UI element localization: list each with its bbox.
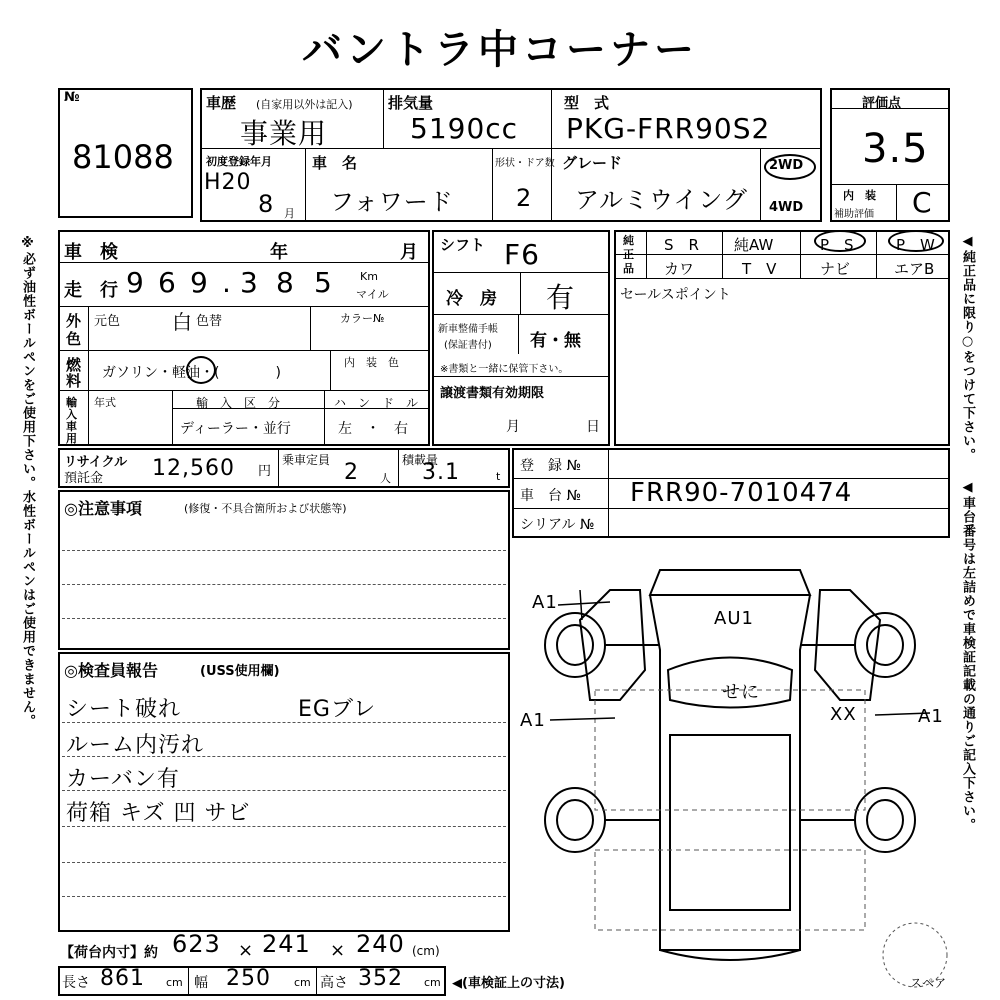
model-label: 型 式 <box>564 94 610 112</box>
equip-tv: T V <box>742 260 777 278</box>
inspector-line: シート破れ <box>66 697 182 722</box>
equip-left: 正 <box>623 248 634 261</box>
right-side-note-2: ◀車台番号は左詰めで車検証記載の通りご記入下さい。 <box>960 480 975 832</box>
registration-label: 登 録 № <box>520 458 582 474</box>
cargo-x2: × <box>330 940 346 961</box>
inspector-sub: (USS使用欄) <box>200 664 280 679</box>
equip-left: 純 <box>623 234 634 247</box>
cargo-v2: 241 <box>262 930 311 958</box>
fuel-circle <box>186 356 216 384</box>
displacement-label: 排気量 <box>388 94 434 112</box>
recycle-sub: 預託金 <box>64 471 104 486</box>
color-no-label: カラー№ <box>340 312 385 325</box>
right-side-note-1: ◀純正品に限り○をつけて下さい。 <box>960 234 975 462</box>
inspector-line: カーバン有 <box>66 767 180 792</box>
shift-value: F6 <box>504 238 540 271</box>
width-label: 幅 <box>194 975 208 991</box>
color-change: 色替 <box>196 314 223 329</box>
mark-a1-top: A1 <box>532 592 558 613</box>
color-value: 白 <box>172 310 193 334</box>
color-label-1: 外 <box>66 312 82 330</box>
height-label: 高さ <box>320 975 348 991</box>
inspection-month: 月 <box>400 242 418 263</box>
score-value: 3.5 <box>862 126 929 172</box>
import-label: 入 <box>66 408 77 421</box>
mark-a1-mid: A1 <box>520 710 546 731</box>
color-label-2: 色 <box>66 330 82 348</box>
chassis-value: FRR90-7010474 <box>630 478 853 508</box>
mileage-digit: 8 <box>276 266 295 299</box>
left-side-note: ※必ず油性ボールペンをご使用下さい。水性ボールペンはご使用できません。 <box>20 236 35 728</box>
length-unit: cm <box>166 976 183 989</box>
mileage-digit: 3 <box>240 266 259 299</box>
interior-score-value: C <box>912 186 933 219</box>
capacity-label: 乗車定員 <box>282 453 331 467</box>
length-value: 861 <box>100 966 145 991</box>
manual-sub: (保証書付) <box>444 340 492 351</box>
capacity-value: 2 <box>344 460 359 485</box>
equip-ps: P S <box>820 236 854 254</box>
doors-label: 形状・ドア数 <box>495 158 555 169</box>
doors-value: 2 <box>516 184 533 212</box>
spare-label: スペア <box>910 976 947 990</box>
transfer-label: 譲渡書類有効期限 <box>440 386 545 401</box>
drive-2wd: 2WD <box>769 158 804 173</box>
mileage-unit-km: Km <box>360 270 378 283</box>
model-value: PKG-FRR90S2 <box>566 112 771 145</box>
sales-point-label: セールスポイント <box>620 287 731 303</box>
lot-box <box>58 88 193 218</box>
inspector-label: ◎検査員報告 <box>64 661 158 680</box>
load-unit: t <box>496 470 501 483</box>
equip-ps-circle <box>814 230 866 252</box>
mark-center: せに <box>722 682 760 703</box>
mileage-digit: 6 <box>158 266 177 299</box>
cargo-label: 【荷台内寸】約 <box>60 945 158 961</box>
inspection-year: 年 <box>270 242 288 263</box>
import-kubun-value: ディーラー・並行 <box>180 421 291 437</box>
mileage-digit: 5 <box>314 266 333 299</box>
load-value: 3.1 <box>422 460 460 485</box>
serial-label: シリアル № <box>520 517 595 533</box>
history-note: (自家用以外は記入) <box>256 98 353 111</box>
equip-pw: P W <box>896 236 935 254</box>
handle-label: ハ ン ド ル <box>334 396 419 410</box>
transfer-day: 日 <box>586 419 600 435</box>
aircon-value: 有 <box>546 281 576 314</box>
mark-au1: AU1 <box>714 608 754 629</box>
width-unit: cm <box>294 976 311 989</box>
cargo-v1: 623 <box>172 930 221 958</box>
interior-score-sub: 補助評価 <box>834 209 874 220</box>
history-label: 車歴 <box>206 94 237 112</box>
cargo-v3: 240 <box>356 930 405 958</box>
cargo-unit: (cm) <box>412 944 440 958</box>
mark-xx: XX <box>830 704 857 725</box>
first-reg-label: 初度登録年月 <box>206 155 272 168</box>
equip-navi: ナビ <box>820 260 851 278</box>
page-title: バントラ中コーナー <box>302 27 698 73</box>
import-kubun-label: 輸 入 区 分 <box>196 396 281 410</box>
width-value: 250 <box>226 966 271 991</box>
inspector-right: EGブレ <box>298 697 377 722</box>
capacity-unit: 人 <box>380 472 391 485</box>
score-label: 評価点 <box>862 96 902 111</box>
car-name-value: フォワード <box>330 188 454 216</box>
drive-4wd: 4WD <box>769 200 804 215</box>
length-label: 長さ <box>62 975 90 991</box>
import-label: 用 <box>66 432 77 445</box>
mileage-digit: . <box>222 266 232 299</box>
mileage-digit: 9 <box>126 266 145 299</box>
grade-value: アルミウイング <box>575 186 748 214</box>
mark-a1-right: A1 <box>918 706 944 727</box>
notes-sub: (修復・不具合箇所および状態等) <box>184 502 347 515</box>
mileage-digit: 9 <box>190 266 209 299</box>
inspector-line: ルーム内汚れ <box>66 733 205 758</box>
shift-label: シフト <box>440 236 486 254</box>
first-reg-era: H20 <box>204 170 252 195</box>
color-orig-label: 元色 <box>94 314 121 329</box>
recycle-value: 12,560 <box>152 456 235 481</box>
manual-label: 新車整備手帳 <box>438 324 498 335</box>
equip-left: 品 <box>623 262 634 275</box>
aircon-label: 冷 房 <box>446 289 497 309</box>
mileage-unit-mile: マイル <box>356 288 389 301</box>
car-name-label: 車 名 <box>312 154 358 172</box>
history-value: 事業用 <box>240 117 328 150</box>
import-label: 車 <box>66 420 77 433</box>
equip-pw-circle <box>888 230 944 252</box>
grade-label: グレード <box>562 154 623 172</box>
cargo-x1: × <box>238 940 254 961</box>
lot-mark: № <box>64 90 80 105</box>
recycle-label: リサイクル <box>64 455 128 470</box>
dims-note: ◀(車検証上の寸法) <box>452 976 565 991</box>
chassis-label: 車 台 № <box>520 488 582 504</box>
fuel-options: ガソリン・軽油・( ) <box>102 365 281 381</box>
import-year-label: 年式 <box>94 396 116 409</box>
interior-score-label: 内 装 <box>843 189 876 202</box>
first-reg-unit: 月 <box>284 207 295 220</box>
load-label: 積載量 <box>402 453 439 467</box>
equip-airbag: エアB <box>894 260 935 278</box>
mileage-digits <box>118 266 358 302</box>
import-label: 輸 <box>66 396 77 409</box>
interior-color-label: 内 装 色 <box>344 356 399 369</box>
notes-label: ◎注意事項 <box>64 499 142 518</box>
height-value: 352 <box>358 966 403 991</box>
recycle-unit: 円 <box>258 464 272 479</box>
fuel-label-1: 燃 <box>66 356 82 374</box>
fuel-label-2: 料 <box>66 372 82 390</box>
height-unit: cm <box>424 976 441 989</box>
manual-value: 有・無 <box>530 331 581 351</box>
transfer-month: 月 <box>506 419 520 435</box>
handle-value: 左 ・ 右 <box>338 421 408 437</box>
equip-leather: カワ <box>664 260 695 278</box>
inspector-line: 荷箱 キズ 凹 サビ <box>66 801 251 826</box>
equip-aw: 純AW <box>734 236 774 254</box>
lot-number: 81088 <box>72 138 174 176</box>
displacement-value: 5190cc <box>410 112 519 145</box>
first-reg-month: 8 <box>258 190 275 218</box>
mileage-label: 走 行 <box>64 280 118 301</box>
manual-note: ※書類と一緒に保管下さい。 <box>440 364 569 375</box>
inspection-label: 車 検 <box>64 242 118 263</box>
equip-sr: S R <box>664 236 699 254</box>
